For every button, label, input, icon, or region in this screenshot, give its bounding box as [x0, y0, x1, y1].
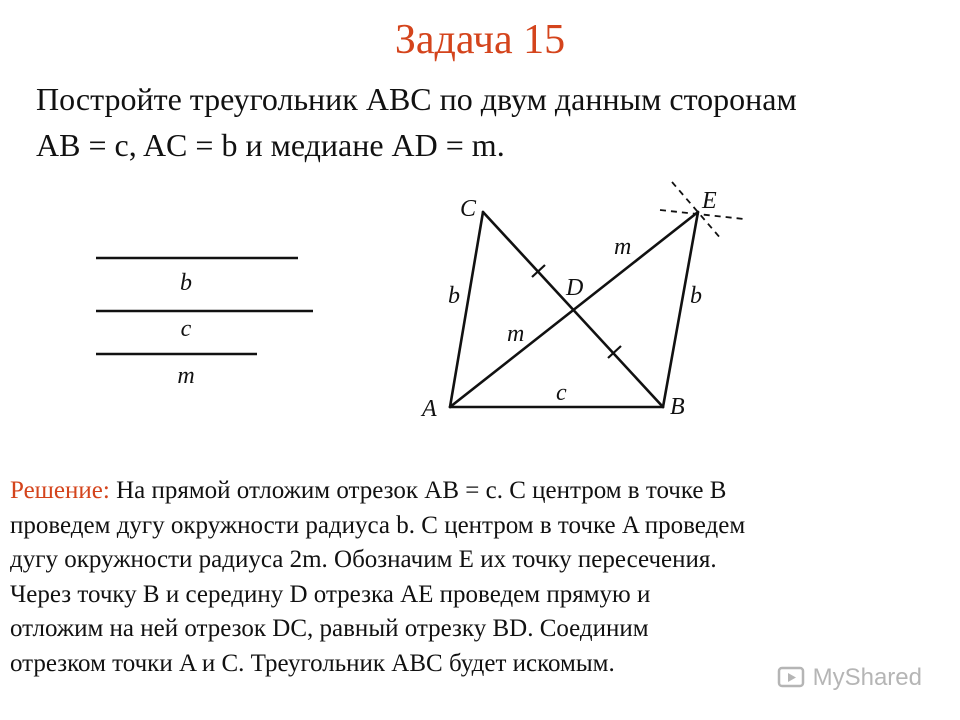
solution-line-5: отложим на ней отрезок DC, равный отрезку BD. Соединим [10, 615, 649, 642]
problem-line-2: AB = c, AC = b и медиане AD = m. [36, 127, 505, 163]
problem-line-1: Постройте треугольник ABC по двум данным сторонам [36, 81, 797, 117]
line-ae [450, 212, 698, 407]
point-e-label: E [702, 188, 717, 214]
solution-lead: Решение: [10, 477, 110, 504]
watermark-text: MyShared [812, 664, 922, 691]
watermark-logo-icon [777, 664, 805, 692]
edge-ab-label: c [556, 380, 567, 406]
given-segments [96, 258, 313, 354]
edge-ac-label: b [448, 283, 460, 309]
point-d-label: D [566, 275, 584, 301]
slide-title: Задача 15 [394, 17, 566, 63]
point-c-label: C [460, 196, 477, 222]
solution-line-2: проведем дугу окружности радиуса b. С центром в точке A проведем [10, 511, 746, 539]
edge-ad-label: m [507, 321, 525, 347]
edge-be-label: b [690, 283, 702, 309]
figure-lines [450, 212, 698, 407]
watermark [777, 664, 922, 692]
solution-line-4: Через точку B и середину D отрезка AE проведем прямую и [10, 580, 651, 608]
problem-statement [36, 76, 946, 168]
solution-text [10, 474, 955, 681]
side-be [663, 212, 698, 407]
edge-de-label: m [614, 234, 632, 260]
side-ac [450, 212, 483, 407]
solution-line-1: На прямой отложим отрезок AB = c. С центром в точке B [116, 477, 727, 504]
segment-c-label: c [180, 316, 192, 342]
point-b-label: B [670, 394, 685, 420]
segment-m-label: m [177, 363, 195, 389]
solution-line-6: отрезком точки A и C. Треугольник ABC будет искомым. [10, 649, 615, 677]
solution-line-3: дугу окружности радиуса 2m. Обозначим E их точку пересечения. [10, 546, 717, 573]
segment-b-label: b [180, 270, 192, 296]
construction-diagram [0, 170, 960, 460]
point-a-label: A [422, 396, 437, 422]
